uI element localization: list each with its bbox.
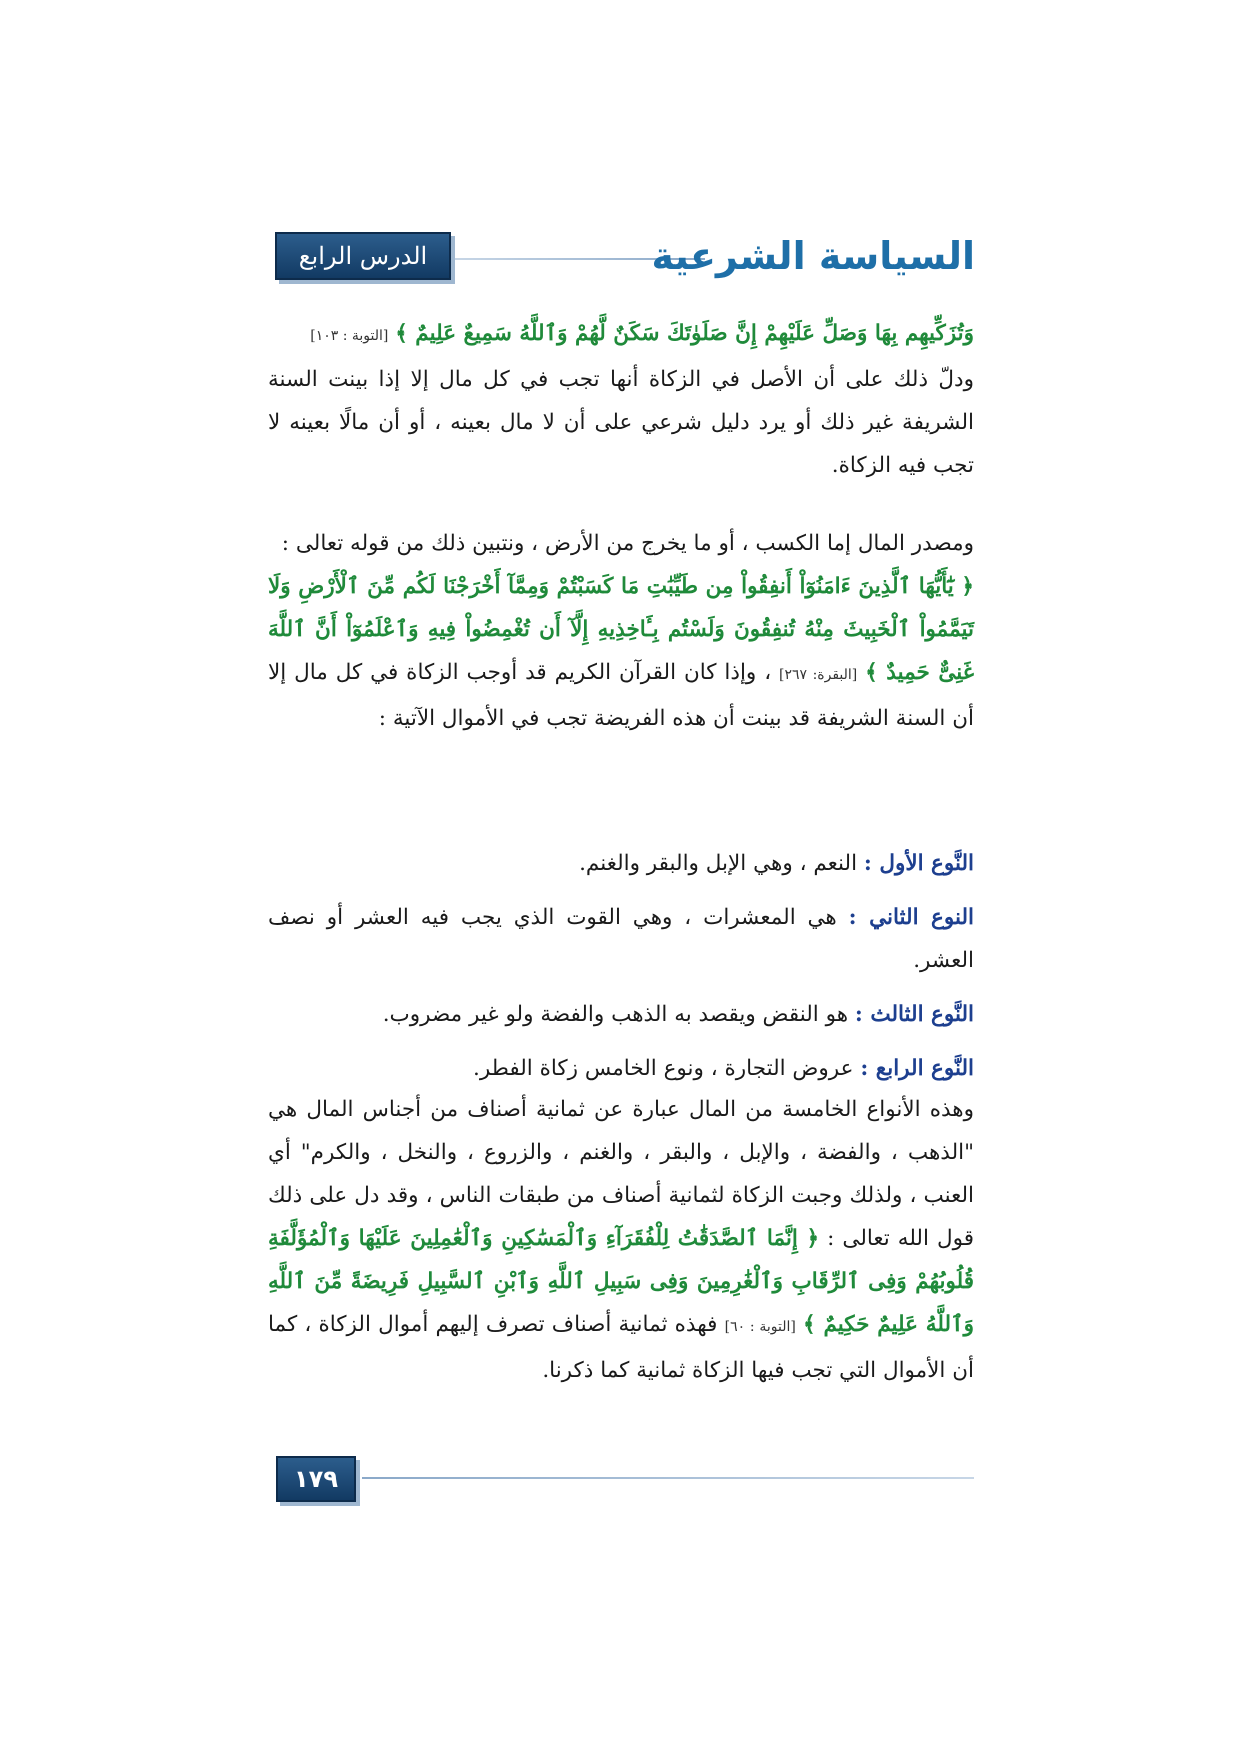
- paragraph-text: ، وإذا كان القرآن الكريم قد أوجب الزكاة في كل مال إلا أن السنة الشريفة قد بينت أن هذه الفريضة تجب في الأموال الآتية :: [268, 660, 974, 731]
- verse-reference: [التوبة : ٦٠]: [724, 1319, 796, 1335]
- paragraph-text-after: فهذه ثمانية أصناف تصرف إليهم أموال الزكاة ، كما أن الأموال التي تجب فيها الزكاة ثمانية كما ذكرنا.: [268, 1312, 974, 1383]
- list-item: [268, 1047, 974, 1090]
- paragraph-block-1: [268, 312, 974, 487]
- type-text: هو النقض ويقصد به الذهب والفضة ولو غير مضروب.: [382, 1002, 849, 1027]
- page-number: ١٧٩: [276, 1456, 356, 1502]
- quran-verse: ﴿ إِنَّمَا ٱلصَّدَقَٰتُ لِلْفُقَرَآءِ وَٱلْمَسَٰكِينِ وَٱلْعَٰمِلِينَ عَلَيْهَا وَٱلْمُؤَلَّفَةِ قُلُوبُهُمْ وَفِى ٱلرِّقَابِ وَٱلْغَٰرِمِينَ وَفِى سَبِيلِ ٱللَّهِ وَٱبْنِ ٱلسَّبِيلِ فَرِيضَةً مِّنَ ٱللَّهِ وَٱللَّهُ عَلِيمٌ حَكِيمٌ ﴾: [268, 1226, 974, 1337]
- type-label: النوع الثاني :: [848, 905, 974, 930]
- paragraph-intro: ومصدر المال إما الكسب ، أو ما يخرج من الأرض ، ونتبين ذلك من قوله تعالى :: [281, 531, 974, 556]
- type-label: النَّوع الأول :: [863, 851, 974, 876]
- list-item: [268, 896, 974, 982]
- type-text: النعم ، وهي الإبل والبقر والغنم.: [579, 851, 858, 876]
- paragraph-block-3: [268, 1088, 974, 1392]
- book-title: السياسة الشرعية: [651, 234, 975, 278]
- types-list: [268, 842, 974, 1090]
- paragraph-text: ودلّ ذلك على أن الأصل في الزكاة أنها تجب في كل مال إلا إذا بينت السنة الشريفة غير ذلك أو يرد دليل شرعي على أن لا مال بعينه ، أو أن مالًا بعينه لا تجب فيه الزكاة.: [268, 367, 974, 478]
- quran-verse: ﴿ يَٰٓأَيُّهَا ٱلَّذِينَ ءَامَنُوٓاْ أَنفِقُواْ مِن طَيِّبَٰتِ مَا كَسَبْتُمْ وَمِمَّآ أَخْرَجْنَا لَكُم مِّنَ ٱلْأَرْضِ وَلَا تَيَمَّمُواْ ٱلْخَبِيثَ مِنْهُ تُنفِقُونَ وَلَسْتُم بِـَٔاخِذِيهِ إِلَّآ أَن تُغْمِضُواْ فِيهِ وَٱعْلَمُوٓاْ أَنَّ ٱللَّهَ غَنِىٌّ حَمِيدٌ ﴾: [268, 574, 974, 685]
- paragraph-text: وهذه الأنواع الخامسة من المال عبارة عن ثمانية أصناف من أجناس المال هي "الذهب ، والفضة ، والإبل ، والبقر ، والغنم ، والزروع ، والنخل ، والكرم" أي العنب ، ولذلك وجبت الزكاة لثمانية أصناف من طبقات الناس ، وقد دل على ذلك قول الله تعالى :: [268, 1097, 974, 1251]
- verse-reference: [التوبة : ١٠٣]: [310, 328, 389, 344]
- type-text: عروض التجارة ، ونوع الخامس زكاة الفطر.: [473, 1056, 854, 1081]
- quran-verse: وَتُزَكِّيهِم بِهَا وَصَلِّ عَلَيْهِمْ إِنَّ صَلَوٰتَكَ سَكَنٌ لَّهُمْ وَٱللَّهُ سَمِيعٌ عَلِيمٌ ﴾: [395, 321, 974, 346]
- type-label: النَّوع الرابع :: [860, 1056, 974, 1081]
- type-text: هي المعشرات ، وهي القوت الذي يجب فيه العشر أو نصف العشر.: [268, 905, 974, 973]
- page-header: [275, 228, 975, 288]
- paragraph-block-2: [268, 522, 974, 740]
- footer-divider: [362, 1477, 974, 1479]
- type-label: النَّوع الثالث :: [854, 1002, 974, 1027]
- list-item: [268, 842, 974, 885]
- list-item: [268, 993, 974, 1036]
- lesson-badge: الدرس الرابع: [275, 232, 451, 280]
- verse-reference: [البقرة: ٢٦٧]: [779, 667, 858, 683]
